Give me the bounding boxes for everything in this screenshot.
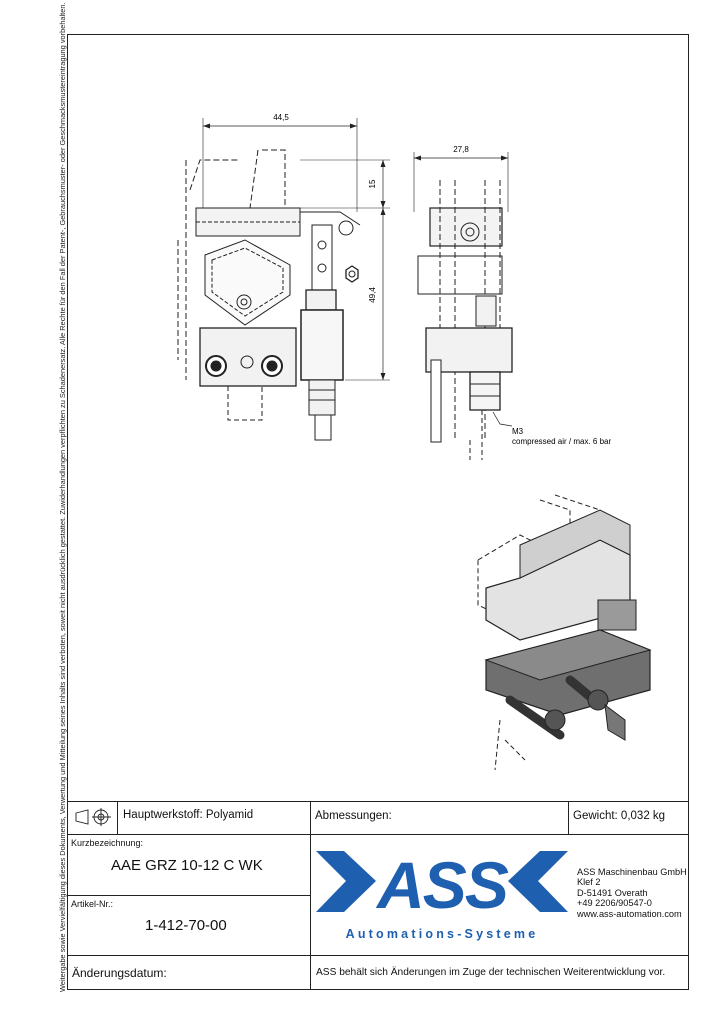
weight-label: Gewicht: 0,032 kg [573, 810, 666, 822]
dim-top-offset: 15 [368, 179, 377, 189]
company-city: D-51491 Overath [577, 887, 648, 898]
tb-divider [568, 801, 569, 834]
tb-divider [310, 801, 311, 990]
tb-divider [117, 801, 118, 834]
change-notice: ASS behält sich Änderungen im Zuge der technischen Weiterentwicklung vor. [316, 967, 666, 978]
short-name-label: Kurzbezeichnung: [71, 838, 144, 848]
tb-divider [67, 801, 689, 802]
copyright-notice: Weitergabe sowie Vervielfältigung dieses Dokuments, Verwertung und Mitteilung seines Inhalts sind verboten, soweit nicht ausdrücklich gestattet. Zuwiderhandlungen verpflichten zu Schadenersatz. Alle Rechte für den Fall der Patent-, Gebrauchsmuster- oder Geschmacksmustereintragung vorbehalten. [58, 2, 67, 992]
tb-divider [67, 895, 310, 896]
side-view [414, 152, 512, 460]
ass-logo [316, 848, 568, 944]
front-view [178, 118, 390, 440]
article-label: Artikel-Nr.: [71, 899, 114, 909]
company-address [577, 867, 687, 919]
article-value: 1-412-70-00 [145, 917, 227, 934]
company-phone: +49 2206/90547-0 [577, 898, 652, 909]
isometric-view [478, 495, 650, 770]
company-web: www.ass-automation.com [577, 908, 682, 919]
company-street: Klef 2 [577, 877, 601, 888]
dim-height: 49,4 [368, 287, 377, 303]
change-date-label: Änderungsdatum: [72, 966, 167, 980]
logo-text: ASS [377, 848, 507, 922]
annotation-thread: M3 [512, 427, 524, 436]
logo-subtitle: Automations-Systeme [345, 927, 539, 941]
tb-divider [67, 955, 689, 956]
annotation-air: compressed air / max. 6 bar [512, 437, 612, 446]
tb-divider [67, 834, 689, 835]
dim-width-side: 27,8 [453, 145, 469, 154]
projection-icon [74, 807, 114, 827]
company-name: ASS Maschinenbau GmbH [577, 867, 687, 877]
dimensions-label: Abmessungen: [315, 810, 392, 822]
dim-width-front: 44,5 [273, 113, 289, 122]
material-label: Hauptwerkstoff: Polyamid [123, 809, 254, 821]
short-name-value: AAE GRZ 10-12 C WK [111, 857, 263, 874]
